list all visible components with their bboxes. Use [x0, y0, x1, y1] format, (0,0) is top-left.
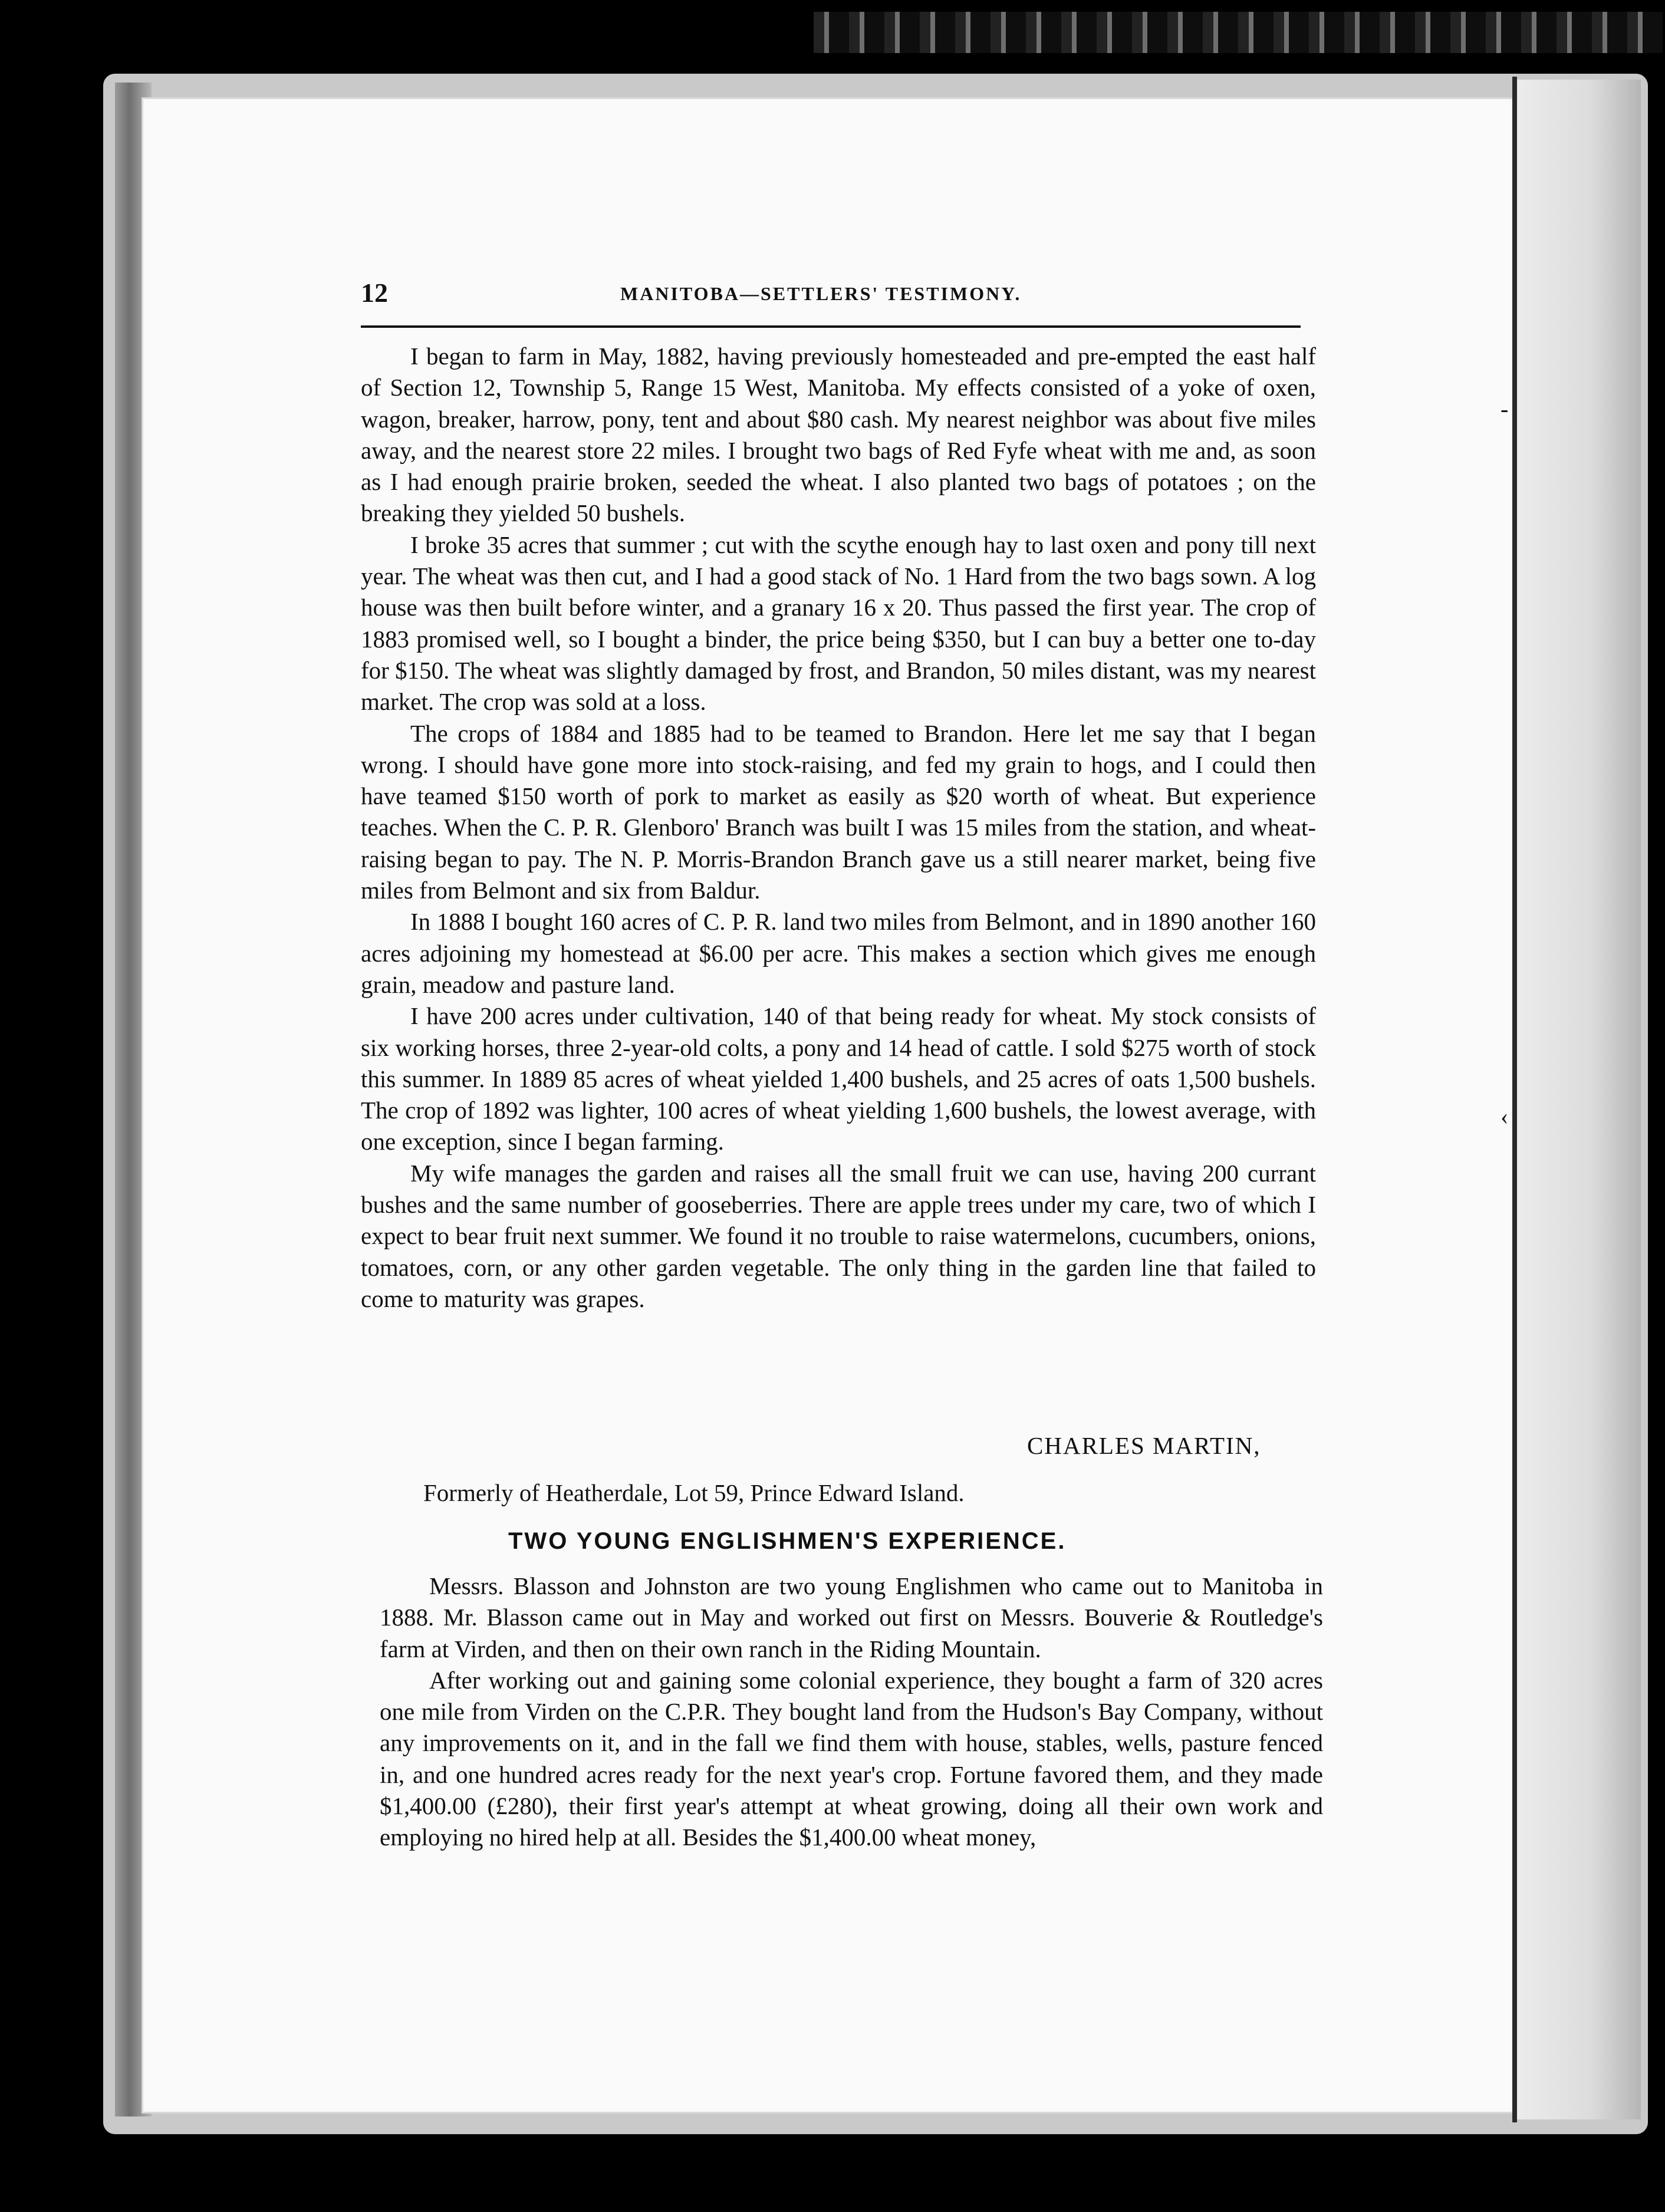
header-rule [361, 325, 1301, 328]
paragraph: Messrs. Blasson and Johnston are two young Englishmen who came out to Manitoba in 1888. Mr. Blasson came out in May and worked out first on Messrs. Bouverie & Routledge's farm at Virden, and then on their own ranch in the Riding Mountain. [380, 1572, 1323, 1663]
facing-page-edge [1517, 80, 1641, 2119]
page-number: 12 [361, 278, 388, 308]
signature: CHARLES MARTIN, [1027, 1432, 1261, 1459]
page-header [361, 277, 1301, 312]
signature-place: Formerly of Heatherdale, Lot 59, Prince Edward Island. [423, 1479, 965, 1506]
paragraph: The crops of 1884 and 1885 had to be teamed to Brandon. Here let me say that I began wrong. I should have gone more into stock-raising, and fed my grain to hogs, and I could then have teamed $150 worth of pork to market as easily as $20 worth of wheat. But experience teaches. When the C. P. R. Glenboro' Branch was built I was 15 miles from the station, and wheat-raising began to pay. The N. P. Morris-Brandon Branch gave us a still nearer market, being five miles from Belmont and six from Baldur. [361, 719, 1316, 904]
scan-mark: ‹ [1501, 1103, 1509, 1130]
paragraph: I broke 35 acres that summer ; cut with the scythe enough hay to last oxen and pony till next year. The wheat was then cut, and I had a good stack of No. 1 Hard from the two bags sown. A log house was then built before winter, and a granary 16 x 20. Thus passed the first year. The crop of 1883 promised well, so I bought a binder, the price being $350, but I can buy a better one to-day for $150. The wheat was slightly damaged by frost, and Brandon, 50 miles distant, was my nearest market. The crop was sold at a loss. [361, 531, 1316, 716]
paragraph: I began to farm in May, 1882, having previously homesteaded and pre-empted the east half of Section 12, Township 5, Range 15 West, Manitoba. My effects consisted of a yoke of oxen, wagon, breaker, harrow, pony, tent and about $80 cash. My nearest neighbor was about five miles away, and the nearest store 22 miles. I brought two bags of Red Fyfe wheat with me and, as soon as I had enough prairie broken, seeded the wheat. I also planted two bags of potatoes ; on the breaking they yielded 50 bushels. [361, 343, 1316, 527]
section-heading: TWO YOUNG ENGLISHMEN'S EXPERIENCE. [508, 1528, 1067, 1554]
paragraph: I have 200 acres under cultivation, 140 of that being ready for wheat. My stock consists of six working horses, three 2-year-old colts, a pony and 14 head of cattle. I sold $275 worth of stock this summer. In 1889 85 acres of wheat yielded 1,400 bushels, and 25 acres of oats 1,500 bushels. The crop of 1892 was lighter, 100 acres of wheat yielding 1,600 bushels, the lowest average, with one exception, since I began farming. [361, 1002, 1316, 1156]
section-text [380, 1571, 1323, 1854]
running-head: MANITOBA—SETTLERS' TESTIMONY. [620, 283, 1022, 304]
scan-top-edge [814, 12, 1663, 53]
scan-mark: ‑ [1501, 396, 1509, 422]
page-gutter [1512, 77, 1517, 2122]
paragraph: After working out and gaining some colonial experience, they bought a farm of 320 acres one mile from Virden on the C.P.R. They bought land from the Hudson's Bay Company, without any improvements on it, and in the fall we find them with house, stables, wells, pasture fenced in, and one hundred acres ready for the next year's crop. Fortune favored them, and they made $1,400.00 (£280), their first year's attempt at wheat growing, doing all their own work and employing no hired help at all. Besides the $1,400.00 wheat money, [380, 1666, 1323, 1851]
paragraph: My wife manages the garden and raises all the small fruit we can use, having 200 currant bushes and the same number of gooseberries. There are apple trees under my care, two of which I expect to bear fruit next summer. We found it no trouble to raise watermelons, cucumbers, onions, tomatoes, corn, or any other garden vegetable. The only thing in the garden line that failed to come to maturity was grapes. [361, 1159, 1316, 1312]
paragraph: In 1888 I bought 160 acres of C. P. R. land two miles from Belmont, and in 1890 another 160 acres adjoining my homestead at $6.00 per acre. This makes a section which gives me enough grain, meadow and pasture land. [361, 908, 1316, 998]
testimony-text [361, 341, 1316, 1315]
